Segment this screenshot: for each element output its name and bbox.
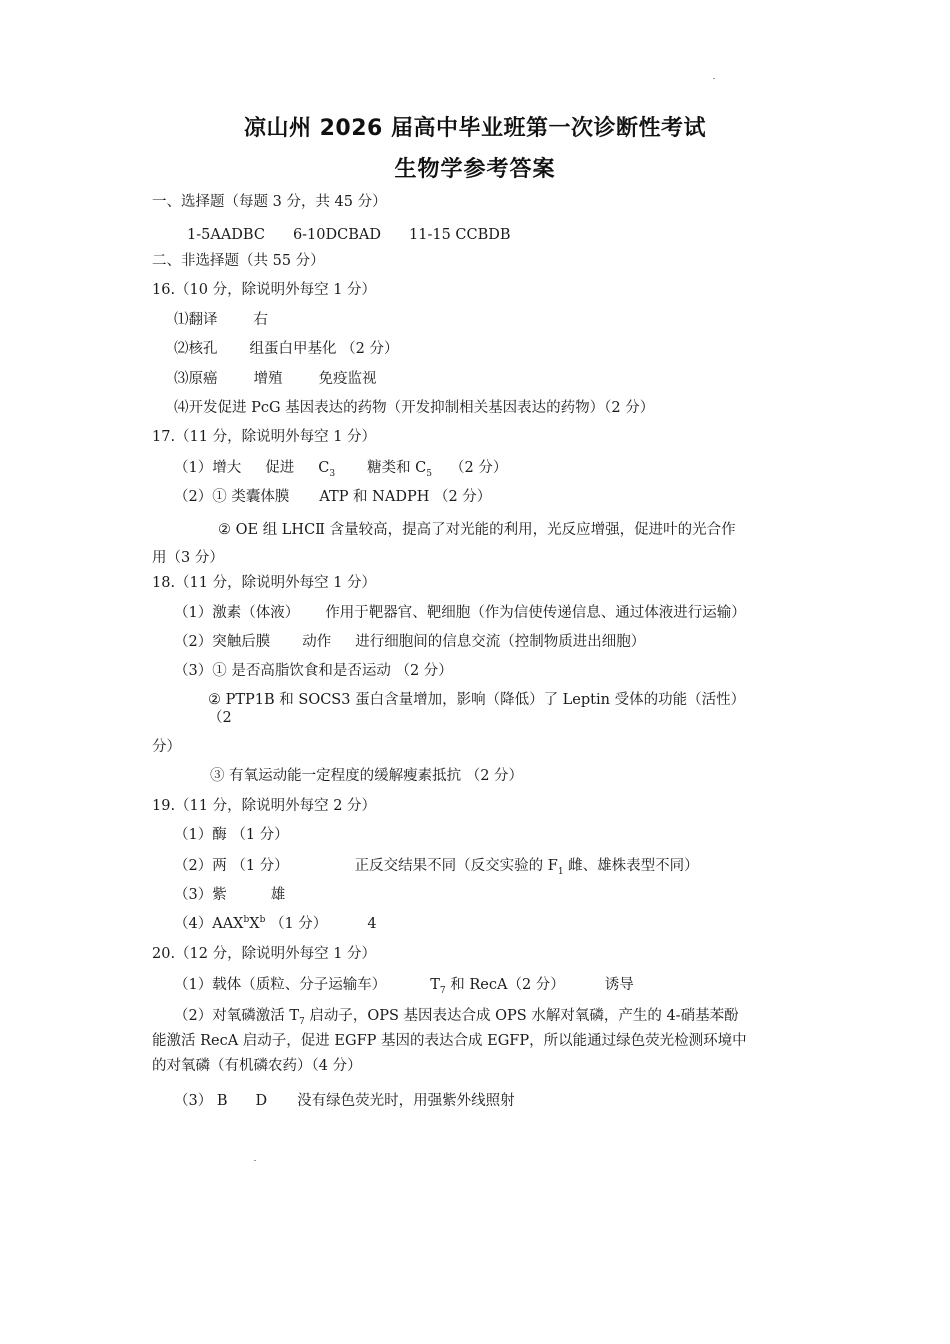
q19-4-sup1: b — [243, 915, 250, 926]
q19-answer-1: （1）酶 （1 分） — [174, 827, 289, 843]
q17-1-c-sub: 3 — [329, 468, 336, 479]
q19-3-b: 雄 — [270, 887, 286, 903]
q19-2-a: （2）两 （1 分） — [174, 858, 289, 874]
q17-2-b: ATP 和 NADPH （2 分） — [319, 489, 492, 505]
q19-answer-2 — [174, 856, 699, 876]
q16-1-b: 右 — [253, 312, 268, 328]
mc-answers-row — [187, 225, 511, 245]
q20-2-b: 启动子，OPS 基因表达合成 OPS 水解对氧磷，产生的 4-硝基苯酚 — [304, 1008, 739, 1024]
q18-answer-4-wrap: （2 — [208, 710, 232, 726]
q16-answer-4: ⑷开发促进 PcG 基因表达的药物（开发抑制相关基因表达的药物）（2 分） — [174, 400, 655, 416]
q17-1-e: （2 分） — [450, 460, 508, 476]
q18-heading: 18.（11 分，除说明外每空 1 分） — [152, 575, 377, 591]
q19-4-sup2: b — [259, 915, 266, 926]
q18-2-b: 动作 — [302, 634, 332, 650]
q20-1-b: T — [430, 977, 440, 993]
scan-dot-bottom — [254, 1160, 256, 1161]
q20-answer-1 — [174, 975, 634, 995]
q20-1-b-sub: 7 — [439, 985, 446, 996]
q19-4-b: X — [249, 916, 260, 932]
q17-heading: 17.（11 分，除说明外每空 1 分） — [152, 429, 377, 445]
q19-heading: 19.（11 分，除说明外每空 2 分） — [152, 798, 377, 814]
exam-title: 凉山州 2026 届高中毕业班第一次诊断性考试 — [243, 116, 707, 141]
q20-answer-2-cont1: 能激活 RecA 启动子，促进 EGFP 基因的表达合成 EGFP，所以能通过绿色荧光检测环境中 — [152, 1033, 747, 1049]
q20-1-a: （1）载体（质粒、分子运输车） — [174, 977, 387, 993]
q16-answer-2 — [174, 339, 398, 359]
q17-1-b: 促进 — [265, 460, 295, 476]
mc-answers-6-10: 6-10DCBAD — [292, 227, 381, 243]
section1-heading: 一、选择题（每题 3 分，共 45 分） — [152, 194, 387, 210]
q16-answer-1 — [174, 310, 268, 330]
q19-2-b-sub: 1 — [557, 866, 564, 877]
section2-heading: 二、非选择题（共 55 分） — [152, 253, 325, 269]
q20-answer-2 — [174, 1006, 739, 1026]
q18-1-b: 作用于靶器官、靶细胞（作为信使传递信息、通过体液进行运输） — [325, 605, 746, 621]
q20-1-d: 诱导 — [604, 977, 634, 993]
q19-4-d: 4 — [367, 916, 377, 932]
q20-1-c: 和 RecA（2 分） — [445, 977, 565, 993]
q18-2-c: 进行细胞间的信息交流（控制物质进出细胞） — [355, 634, 646, 650]
q17-1-d: 糖类和 C — [367, 460, 427, 476]
q16-2-b: 组蛋白甲基化 （2 分） — [249, 341, 399, 357]
q16-3-b: 增殖 — [253, 371, 283, 387]
q17-2-a: （2）① 类囊体膜 — [174, 489, 290, 505]
q18-answer-1 — [174, 603, 746, 623]
q18-2-a: （2）突触后膜 — [174, 634, 271, 650]
q19-answer-4 — [174, 914, 377, 934]
q16-heading: 16.（10 分，除说明外每空 1 分） — [152, 282, 377, 298]
q17-answer-1 — [174, 458, 507, 478]
q20-heading: 20.（12 分，除说明外每空 1 分） — [152, 946, 377, 962]
q18-answer-3: （3）① 是否高脂饮食和是否运动 （2 分） — [174, 663, 453, 679]
q16-1-a: ⑴翻译 — [174, 312, 218, 328]
q18-answer-2 — [174, 632, 645, 652]
scan-dot-top — [713, 78, 715, 79]
q20-3-b: D — [255, 1093, 268, 1109]
q18-answer-4: ② PTP1B 和 SOCS3 蛋白含量增加，影响（降低）了 Leptin 受体的功能（活性） — [208, 692, 746, 708]
q17-1-a: （1）增大 — [174, 460, 242, 476]
q19-4-a: （4）AAX — [174, 916, 244, 932]
q20-3-a: （3） B — [174, 1093, 228, 1109]
q19-2-b: 正反交结果不同（反交实验的 F — [354, 858, 558, 874]
q16-3-c: 免疫监视 — [318, 371, 377, 387]
q17-1-d-sub: 5 — [426, 468, 433, 479]
q20-2-a: （2）对氧磷激活 T — [174, 1008, 300, 1024]
q16-answer-3 — [174, 369, 377, 389]
q19-3-a: （3）紫 — [174, 887, 227, 903]
q19-answer-3 — [174, 885, 285, 905]
mc-answers-1-5: 1-5AADBC — [187, 227, 265, 243]
q20-answer-3 — [174, 1091, 515, 1111]
q20-3-c: 没有绿色荧光时，用强紫外线照射 — [297, 1093, 515, 1109]
q16-2-a: ⑵核孔 — [174, 341, 218, 357]
mc-answers-11-15: 11-15 CCBDB — [409, 227, 511, 243]
q17-answer-3: ② OE 组 LHCⅡ 含量较高，提高了对光能的利用，光反应增强，促进叶的光合作 — [218, 522, 736, 538]
q20-answer-2-cont2: 的对氧磷（有机磷农药）（4 分） — [152, 1058, 362, 1074]
exam-subtitle: 生物学参考答案 — [394, 157, 556, 182]
q19-4-c: （1 分） — [265, 916, 328, 932]
q17-1-c: C — [318, 460, 330, 476]
q19-2-c: 雌、雄株表型不同） — [563, 858, 699, 874]
q20-2-a-sub: 7 — [299, 1016, 305, 1027]
q18-answer-5: ③ 有氧运动能一定程度的缓解瘦素抵抗 （2 分） — [210, 768, 524, 784]
q17-answer-2 — [174, 487, 491, 507]
q18-answer-4-cont: 分） — [152, 739, 181, 755]
q16-3-a: ⑶原癌 — [174, 371, 218, 387]
q18-1-a: （1）激素（体液） — [174, 605, 300, 621]
q17-answer-3-cont: 用（3 分） — [152, 550, 224, 566]
